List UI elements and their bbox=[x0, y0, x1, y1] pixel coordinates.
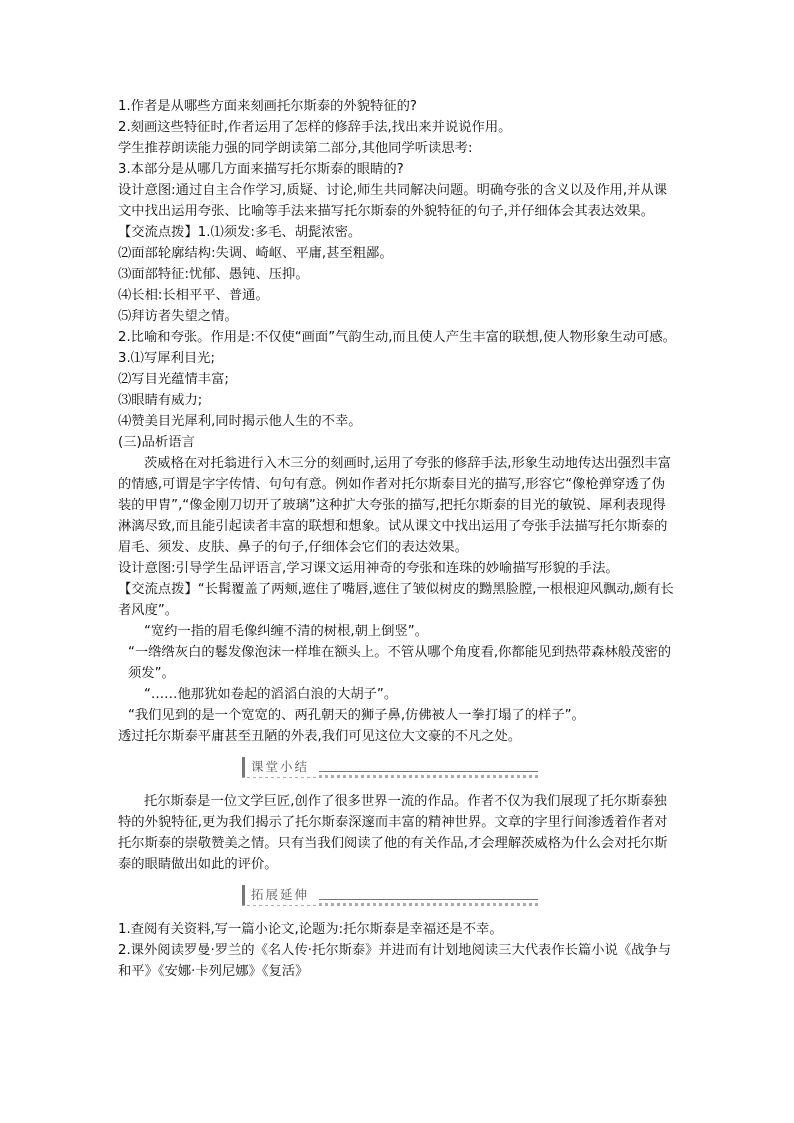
answer-2: 2.比喻和夸张。作用是:不仅使“画面”气韵生动,而且使人产生丰富的联想,使人物形象生动可感。 bbox=[118, 330, 676, 345]
reading-instruction: 学生推荐朗读能力强的同学朗读第二部分,其他同学听读思考: bbox=[118, 141, 473, 156]
question-3: 3.本部分是从哪几方面来描写托尔斯泰的眼睛的? bbox=[118, 162, 404, 177]
design-intent-2: 设计意图:引导学生品评语言,学习课文运用神奇的夸张和连珠的妙喻描写形貌的手法。 bbox=[118, 561, 619, 576]
answer-1-3: ⑶面部特征:忧郁、愚钝、压抑。 bbox=[118, 267, 309, 282]
quote-eyebrow: “宽约一指的眉毛像纠缠不清的树根,朝上倒竖”。 bbox=[144, 624, 428, 639]
question-1: 1.作者是从哪些方面来刻画托尔斯泰的外貌特征的? bbox=[118, 99, 417, 114]
quote-nose: “我们见到的是一个宽宽的、两孔朝天的狮子鼻,仿佛被人一拳打塌了的样子”。 bbox=[128, 708, 585, 723]
extension-heading-bar bbox=[242, 885, 538, 909]
summary-heading: 课堂小结 bbox=[242, 757, 319, 777]
section-3-paragraph: 茨威格在对托翁进行入木三分的刻画时,运用了夸张的修辞手法,形象生动地传达出强烈丰富的情感,可谓是字字传情、句句有意。例如作者对托尔斯泰目光的描写,形容它“像枪弹穿透了伪装的甲胄”,“像金刚刀切开了玻璃”这种扩大夸张的描写,把托尔斯泰的目光的敏锐、犀利表现得淋漓尽致,而且能引起读者丰富的联想和想象。试从课文中找出运用了夸张手法描写托尔斯泰的眉毛、须发、皮肤、鼻子的句子,仔细体会它们的表达效果。 bbox=[118, 456, 672, 555]
answer-1-1: 【交流点拨】1.⑴须发:多毛、胡髭浓密。 bbox=[118, 225, 362, 240]
answer-1-4: ⑷长相:长相平平、普通。 bbox=[118, 288, 269, 303]
quote-hair: “一绺绺灰白的鬈发像泡沫一样堆在额头上。不管从哪个角度看,你都能见到热带森林般茂密的须发”。 bbox=[128, 645, 671, 681]
design-intent-1: 设计意图:通过自主合作学习,质疑、讨论,师生共同解决问题。明确夸张的含义以及作用,并从课文中找出运用夸张、比喻等手法来描写托尔斯泰的外貌特征的句子,并仔细体会其表达效果。 bbox=[118, 183, 668, 219]
answer-3-4: ⑷赞美目光犀利,同时揭示他人生的不幸。 bbox=[118, 414, 362, 429]
summary-heading-bar bbox=[242, 757, 538, 781]
extension-2: 2.课外阅读罗曼·罗兰的《名人传·托尔斯泰》并进而有计划地阅读三大代表作长篇小说《战争与和平》《安娜·卡列尼娜》《复活》 bbox=[118, 943, 672, 979]
summary-paragraph: 托尔斯泰是一位文学巨匠,创作了很多世界一流的作品。作者不仅为我们展现了托尔斯泰独特的外貌特征,更为我们揭示了托尔斯泰深邃而丰富的精神世界。文章的字里行间渗透着作者对托尔斯泰的崇敬赞美之情。只有当我们阅读了他的有关作品,才会理解茨威格为什么会对托尔斯泰的眼睛做出如此的评价。 bbox=[118, 794, 668, 872]
extension-1: 1.查阅有关资料,写一篇小论文,论题为:托尔斯泰是幸福还是不幸。 bbox=[118, 922, 503, 937]
quote-beard: “……他那犹如卷起的滔滔白浪的大胡子”。 bbox=[144, 687, 398, 702]
answer-3-1: 3.⑴写犀利目光; bbox=[118, 351, 215, 366]
question-2: 2.刻画这些特征时,作者运用了怎样的修辞手法,找出来并说说作用。 bbox=[118, 120, 512, 135]
answer-3-2: ⑵写目光蕴情丰富; bbox=[118, 372, 229, 387]
conclusion: 透过托尔斯泰平庸甚至丑陋的外表,我们可见这位大文豪的不凡之处。 bbox=[118, 729, 522, 744]
answer-3-3: ⑶眼睛有威力; bbox=[118, 393, 203, 408]
answer-1-2: ⑵面部轮廓结构:失调、崎岖、平庸,甚至粗鄙。 bbox=[118, 246, 393, 261]
document-page bbox=[118, 96, 678, 982]
extension-heading: 拓展延伸 bbox=[242, 885, 319, 905]
answer-1-5: ⑸拜访者失望之情。 bbox=[118, 309, 238, 324]
section-3-title: (三)品析语言 bbox=[118, 435, 195, 450]
exchange-point-2: 【交流点拨】“长髯覆盖了两颊,遮住了嘴唇,遮住了皱似树皮的黝黑脸膛,一根根迎风飘动,颇有长者风度”。 bbox=[118, 582, 674, 618]
